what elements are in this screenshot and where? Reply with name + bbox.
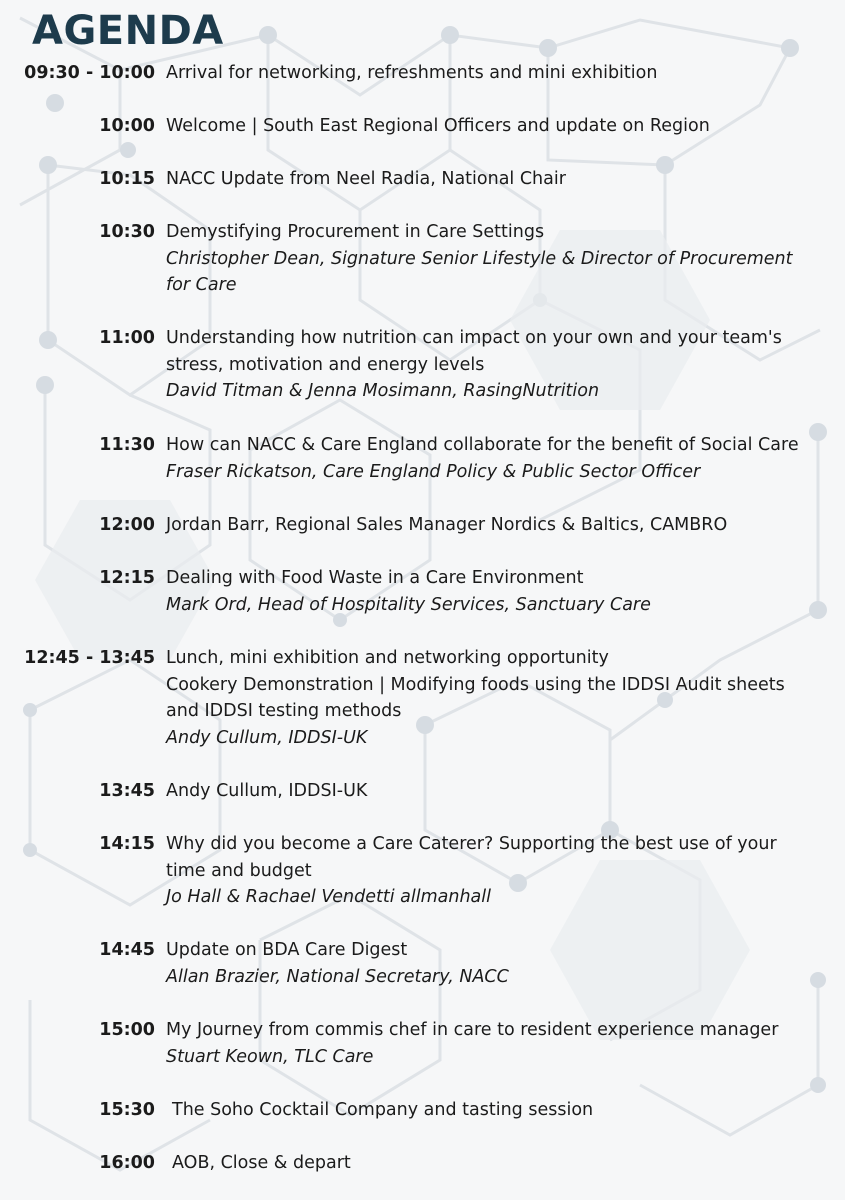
agenda-content [166,1017,826,1070]
agenda-content [166,512,826,539]
agenda-content [166,645,826,751]
agenda-line: Arrival for networking, refreshments and mini exhibition [166,63,658,83]
agenda-speaker: Christopher Dean, Signature Senior Lifestyle & Director of Procurement [166,248,793,269]
agenda-speaker: Mark Ord, Head of Hospitality Services, Sanctuary Care [166,594,651,615]
agenda-time: 15:30 [99,1100,155,1120]
agenda-time: 13:45 [99,781,155,801]
agenda-time: 10:30 [99,222,155,242]
agenda-time: 16:00 [99,1153,155,1173]
agenda-time: 14:15 [99,834,155,854]
agenda-line: Andy Cullum, IDDSI-UK [166,781,368,801]
agenda-speaker: David Titman & Jenna Mosimann, RasingNutrition [166,381,600,401]
agenda-content [166,565,826,618]
agenda-line: The Soho Cocktail Company and tasting session [172,1100,594,1120]
agenda-speaker: Stuart Keown, TLC Care [166,1046,374,1067]
agenda-line: stress, motivation and energy levels [166,354,485,375]
agenda-line: Welcome | South East Regional Officers and update on Region [166,116,710,136]
agenda-line: and IDDSI testing methods [166,701,402,721]
agenda-time: 14:45 [99,940,155,960]
agenda-content [172,1150,832,1177]
agenda-line: Why did you become a Care Caterer? Supporting the best use of your [166,834,777,854]
agenda-content [166,166,826,193]
agenda-line: time and budget [166,860,312,881]
agenda-content [166,60,826,87]
agenda-speaker: Jo Hall & Rachael Vendetti allmanhall [166,887,491,907]
agenda-line: Jordan Barr, Regional Sales Manager Nordics & Baltics, CAMBRO [166,515,728,535]
agenda-time: 10:00 [99,116,155,136]
agenda-content [166,113,826,140]
agenda-speaker: Allan Brazier, National Secretary, NACC [166,966,509,987]
agenda-line: NACC Update from Neel Radia, National Chair [166,169,566,189]
agenda-speaker: Fraser Rickatson, Care England Policy & Public Sector Officer [166,461,701,482]
agenda-time: 12:15 [99,568,155,588]
agenda-line: Demystifying Procurement in Care Settings [166,222,545,242]
agenda-content [166,432,826,485]
agenda-time: 12:00 [99,515,155,535]
agenda-content [166,937,826,990]
agenda-speaker: for Care [166,275,237,295]
agenda-line: Dealing with Food Waste in a Care Environment [166,568,584,588]
agenda-line: How can NACC & Care England collaborate for the benefit of Social Care [166,435,799,455]
agenda-line: Update on BDA Care Digest [166,940,408,960]
agenda-content [166,219,826,299]
agenda-content [166,325,826,405]
agenda-time: 15:00 [99,1020,155,1040]
agenda-time: 09:30 - 10:00 [24,63,155,83]
agenda-line: AOB, Close & depart [172,1153,351,1173]
agenda-content [166,831,826,911]
agenda-content [166,778,826,805]
agenda-line: Cookery Demonstration | Modifying foods using the IDDSI Audit sheets [166,674,785,695]
agenda-time: 12:45 - 13:45 [24,648,155,668]
agenda-time: 11:30 [99,435,155,455]
page-title: AGENDA [32,8,224,54]
agenda-content [172,1097,832,1124]
agenda-time: 10:15 [99,169,155,189]
agenda-line: Lunch, mini exhibition and networking opportunity [166,648,609,668]
agenda-speaker: Andy Cullum, IDDSI-UK [166,727,368,748]
agenda-time: 11:00 [99,328,155,348]
agenda-line: My Journey from commis chef in care to resident experience manager [166,1020,779,1040]
agenda-line: Understanding how nutrition can impact on your own and your team's [166,328,782,348]
